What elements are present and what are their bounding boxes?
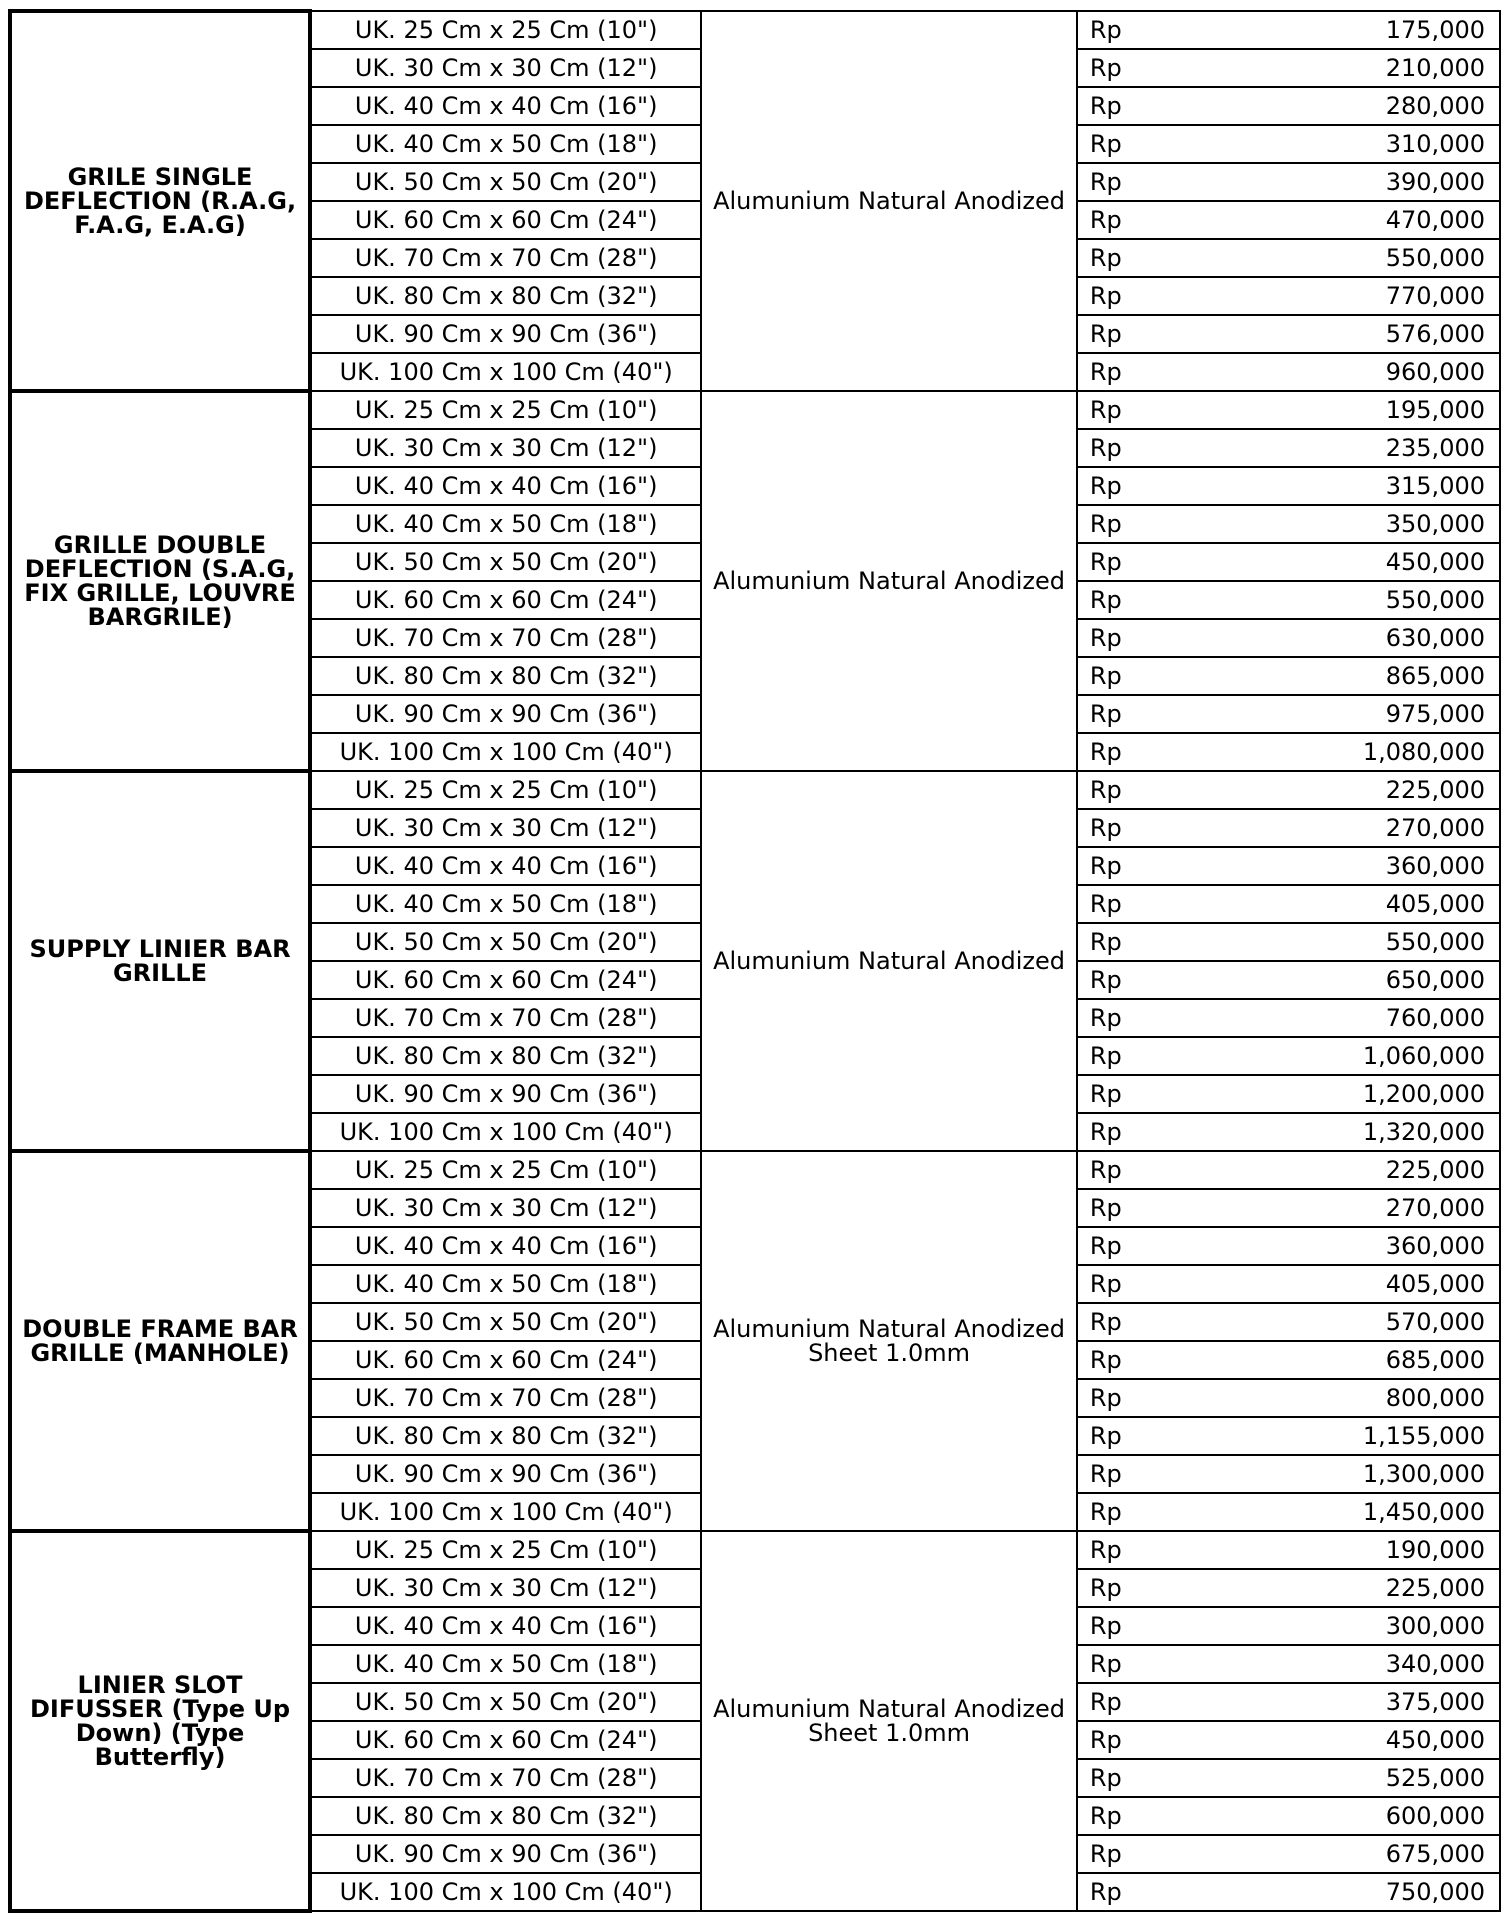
price-cell: 190,000 [1122, 1531, 1500, 1569]
size-cell: UK. 90 Cm x 90 Cm (36") [310, 1455, 701, 1493]
price-cell: 675,000 [1122, 1835, 1500, 1873]
price-cell: 225,000 [1122, 1569, 1500, 1607]
currency-cell: Rp [1077, 1379, 1122, 1417]
size-cell: UK. 60 Cm x 60 Cm (24") [310, 581, 701, 619]
size-cell: UK. 100 Cm x 100 Cm (40") [310, 733, 701, 771]
currency-cell: Rp [1077, 1341, 1122, 1379]
price-cell: 270,000 [1122, 1189, 1500, 1227]
size-cell: UK. 25 Cm x 25 Cm (10") [310, 1151, 701, 1189]
category-cell: LINIER SLOT DIFUSSER (Type Up Down) (Type Butterfly) [10, 1531, 310, 1911]
price-cell: 685,000 [1122, 1341, 1500, 1379]
size-cell: UK. 40 Cm x 50 Cm (18") [310, 1645, 701, 1683]
size-cell: UK. 30 Cm x 30 Cm (12") [310, 1569, 701, 1607]
size-cell: UK. 70 Cm x 70 Cm (28") [310, 619, 701, 657]
size-cell: UK. 40 Cm x 40 Cm (16") [310, 1607, 701, 1645]
currency-cell: Rp [1077, 543, 1122, 581]
currency-cell: Rp [1077, 619, 1122, 657]
currency-cell: Rp [1077, 315, 1122, 353]
price-cell: 1,155,000 [1122, 1417, 1500, 1455]
price-cell: 750,000 [1122, 1873, 1500, 1911]
price-cell: 270,000 [1122, 809, 1500, 847]
price-cell: 550,000 [1122, 239, 1500, 277]
size-cell: UK. 80 Cm x 80 Cm (32") [310, 1037, 701, 1075]
size-cell: UK. 70 Cm x 70 Cm (28") [310, 999, 701, 1037]
table-row [10, 1531, 1500, 1569]
price-cell: 310,000 [1122, 125, 1500, 163]
size-cell: UK. 30 Cm x 30 Cm (12") [310, 49, 701, 87]
price-cell: 800,000 [1122, 1379, 1500, 1417]
currency-cell: Rp [1077, 771, 1122, 809]
size-cell: UK. 50 Cm x 50 Cm (20") [310, 543, 701, 581]
price-cell: 1,200,000 [1122, 1075, 1500, 1113]
size-cell: UK. 100 Cm x 100 Cm (40") [310, 1113, 701, 1151]
material-cell: Alumunium Natural Anodized [701, 771, 1077, 1151]
size-cell: UK. 40 Cm x 50 Cm (18") [310, 125, 701, 163]
currency-cell: Rp [1077, 353, 1122, 391]
price-cell: 405,000 [1122, 1265, 1500, 1303]
price-cell: 960,000 [1122, 353, 1500, 391]
price-cell: 1,080,000 [1122, 733, 1500, 771]
size-cell: UK. 25 Cm x 25 Cm (10") [310, 771, 701, 809]
currency-cell: Rp [1077, 201, 1122, 239]
size-cell: UK. 40 Cm x 50 Cm (18") [310, 885, 701, 923]
size-cell: UK. 25 Cm x 25 Cm (10") [310, 391, 701, 429]
currency-cell: Rp [1077, 1113, 1122, 1151]
currency-cell: Rp [1077, 1493, 1122, 1531]
currency-cell: Rp [1077, 999, 1122, 1037]
size-cell: UK. 100 Cm x 100 Cm (40") [310, 1493, 701, 1531]
currency-cell: Rp [1077, 961, 1122, 999]
price-cell: 1,300,000 [1122, 1455, 1500, 1493]
currency-cell: Rp [1077, 1189, 1122, 1227]
currency-cell: Rp [1077, 885, 1122, 923]
price-cell: 975,000 [1122, 695, 1500, 733]
size-cell: UK. 80 Cm x 80 Cm (32") [310, 1417, 701, 1455]
currency-cell: Rp [1077, 467, 1122, 505]
price-cell: 630,000 [1122, 619, 1500, 657]
currency-cell: Rp [1077, 391, 1122, 429]
price-cell: 390,000 [1122, 163, 1500, 201]
price-cell: 360,000 [1122, 1227, 1500, 1265]
price-cell: 550,000 [1122, 923, 1500, 961]
size-cell: UK. 90 Cm x 90 Cm (36") [310, 695, 701, 733]
price-cell: 340,000 [1122, 1645, 1500, 1683]
price-cell: 235,000 [1122, 429, 1500, 467]
price-cell: 300,000 [1122, 1607, 1500, 1645]
price-cell: 450,000 [1122, 1721, 1500, 1759]
size-cell: UK. 40 Cm x 40 Cm (16") [310, 467, 701, 505]
price-cell: 175,000 [1122, 11, 1500, 49]
currency-cell: Rp [1077, 1607, 1122, 1645]
currency-cell: Rp [1077, 733, 1122, 771]
price-cell: 350,000 [1122, 505, 1500, 543]
price-cell: 405,000 [1122, 885, 1500, 923]
price-cell: 470,000 [1122, 201, 1500, 239]
currency-cell: Rp [1077, 657, 1122, 695]
size-cell: UK. 30 Cm x 30 Cm (12") [310, 809, 701, 847]
size-cell: UK. 90 Cm x 90 Cm (36") [310, 1075, 701, 1113]
material-cell: Alumunium Natural Anodized Sheet 1.0mm [701, 1151, 1077, 1531]
price-cell: 315,000 [1122, 467, 1500, 505]
size-cell: UK. 40 Cm x 50 Cm (18") [310, 1265, 701, 1303]
currency-cell: Rp [1077, 1569, 1122, 1607]
currency-cell: Rp [1077, 1721, 1122, 1759]
currency-cell: Rp [1077, 239, 1122, 277]
size-cell: UK. 100 Cm x 100 Cm (40") [310, 1873, 701, 1911]
price-cell: 1,320,000 [1122, 1113, 1500, 1151]
size-cell: UK. 80 Cm x 80 Cm (32") [310, 277, 701, 315]
size-cell: UK. 50 Cm x 50 Cm (20") [310, 1683, 701, 1721]
currency-cell: Rp [1077, 1835, 1122, 1873]
currency-cell: Rp [1077, 1645, 1122, 1683]
currency-cell: Rp [1077, 11, 1122, 49]
price-cell: 210,000 [1122, 49, 1500, 87]
price-cell: 360,000 [1122, 847, 1500, 885]
currency-cell: Rp [1077, 809, 1122, 847]
size-cell: UK. 70 Cm x 70 Cm (28") [310, 1759, 701, 1797]
size-cell: UK. 70 Cm x 70 Cm (28") [310, 239, 701, 277]
currency-cell: Rp [1077, 163, 1122, 201]
price-cell: 650,000 [1122, 961, 1500, 999]
currency-cell: Rp [1077, 87, 1122, 125]
currency-cell: Rp [1077, 1683, 1122, 1721]
category-cell: DOUBLE FRAME BAR GRILLE (MANHOLE) [10, 1151, 310, 1531]
size-cell: UK. 25 Cm x 25 Cm (10") [310, 1531, 701, 1569]
currency-cell: Rp [1077, 429, 1122, 467]
size-cell: UK. 90 Cm x 90 Cm (36") [310, 315, 701, 353]
size-cell: UK. 30 Cm x 30 Cm (12") [310, 1189, 701, 1227]
price-cell: 570,000 [1122, 1303, 1500, 1341]
size-cell: UK. 40 Cm x 40 Cm (16") [310, 1227, 701, 1265]
price-cell: 225,000 [1122, 1151, 1500, 1189]
size-cell: UK. 50 Cm x 50 Cm (20") [310, 923, 701, 961]
category-cell: GRILE SINGLE DEFLECTION (R.A.G, F.A.G, E.A.G) [10, 11, 310, 391]
table-row [10, 391, 1500, 429]
price-cell: 525,000 [1122, 1759, 1500, 1797]
price-cell: 600,000 [1122, 1797, 1500, 1835]
size-cell: UK. 40 Cm x 40 Cm (16") [310, 847, 701, 885]
currency-cell: Rp [1077, 1075, 1122, 1113]
currency-cell: Rp [1077, 847, 1122, 885]
category-cell: GRILLE DOUBLE DEFLECTION (S.A.G, FIX GRILLE, LOUVRE BARGRILE) [10, 391, 310, 771]
size-cell: UK. 60 Cm x 60 Cm (24") [310, 961, 701, 999]
price-cell: 550,000 [1122, 581, 1500, 619]
price-cell: 760,000 [1122, 999, 1500, 1037]
material-cell: Alumunium Natural Anodized Sheet 1.0mm [701, 1531, 1077, 1911]
currency-cell: Rp [1077, 1455, 1122, 1493]
price-cell: 280,000 [1122, 87, 1500, 125]
price-cell: 1,450,000 [1122, 1493, 1500, 1531]
size-cell: UK. 50 Cm x 50 Cm (20") [310, 1303, 701, 1341]
currency-cell: Rp [1077, 923, 1122, 961]
size-cell: UK. 60 Cm x 60 Cm (24") [310, 1341, 701, 1379]
material-cell: Alumunium Natural Anodized [701, 391, 1077, 771]
category-cell: SUPPLY LINIER BAR GRILLE [10, 771, 310, 1151]
price-cell: 576,000 [1122, 315, 1500, 353]
currency-cell: Rp [1077, 1303, 1122, 1341]
currency-cell: Rp [1077, 1531, 1122, 1569]
currency-cell: Rp [1077, 1759, 1122, 1797]
size-cell: UK. 40 Cm x 50 Cm (18") [310, 505, 701, 543]
price-cell: 1,060,000 [1122, 1037, 1500, 1075]
price-list-table [8, 9, 1501, 1913]
price-cell: 375,000 [1122, 1683, 1500, 1721]
price-cell: 865,000 [1122, 657, 1500, 695]
size-cell: UK. 30 Cm x 30 Cm (12") [310, 429, 701, 467]
currency-cell: Rp [1077, 1265, 1122, 1303]
price-list-body [10, 11, 1500, 1911]
currency-cell: Rp [1077, 1797, 1122, 1835]
size-cell: UK. 70 Cm x 70 Cm (28") [310, 1379, 701, 1417]
currency-cell: Rp [1077, 1227, 1122, 1265]
currency-cell: Rp [1077, 277, 1122, 315]
currency-cell: Rp [1077, 49, 1122, 87]
size-cell: UK. 40 Cm x 40 Cm (16") [310, 87, 701, 125]
currency-cell: Rp [1077, 1037, 1122, 1075]
material-cell: Alumunium Natural Anodized [701, 11, 1077, 391]
price-cell: 225,000 [1122, 771, 1500, 809]
currency-cell: Rp [1077, 505, 1122, 543]
size-cell: UK. 60 Cm x 60 Cm (24") [310, 201, 701, 239]
price-cell: 195,000 [1122, 391, 1500, 429]
table-row [10, 1151, 1500, 1189]
table-row [10, 771, 1500, 809]
currency-cell: Rp [1077, 125, 1122, 163]
size-cell: UK. 90 Cm x 90 Cm (36") [310, 1835, 701, 1873]
size-cell: UK. 25 Cm x 25 Cm (10") [310, 11, 701, 49]
price-cell: 770,000 [1122, 277, 1500, 315]
currency-cell: Rp [1077, 1151, 1122, 1189]
size-cell: UK. 50 Cm x 50 Cm (20") [310, 163, 701, 201]
size-cell: UK. 80 Cm x 80 Cm (32") [310, 1797, 701, 1835]
size-cell: UK. 80 Cm x 80 Cm (32") [310, 657, 701, 695]
currency-cell: Rp [1077, 695, 1122, 733]
price-cell: 450,000 [1122, 543, 1500, 581]
currency-cell: Rp [1077, 581, 1122, 619]
currency-cell: Rp [1077, 1873, 1122, 1911]
size-cell: UK. 100 Cm x 100 Cm (40") [310, 353, 701, 391]
size-cell: UK. 60 Cm x 60 Cm (24") [310, 1721, 701, 1759]
table-row [10, 11, 1500, 49]
currency-cell: Rp [1077, 1417, 1122, 1455]
